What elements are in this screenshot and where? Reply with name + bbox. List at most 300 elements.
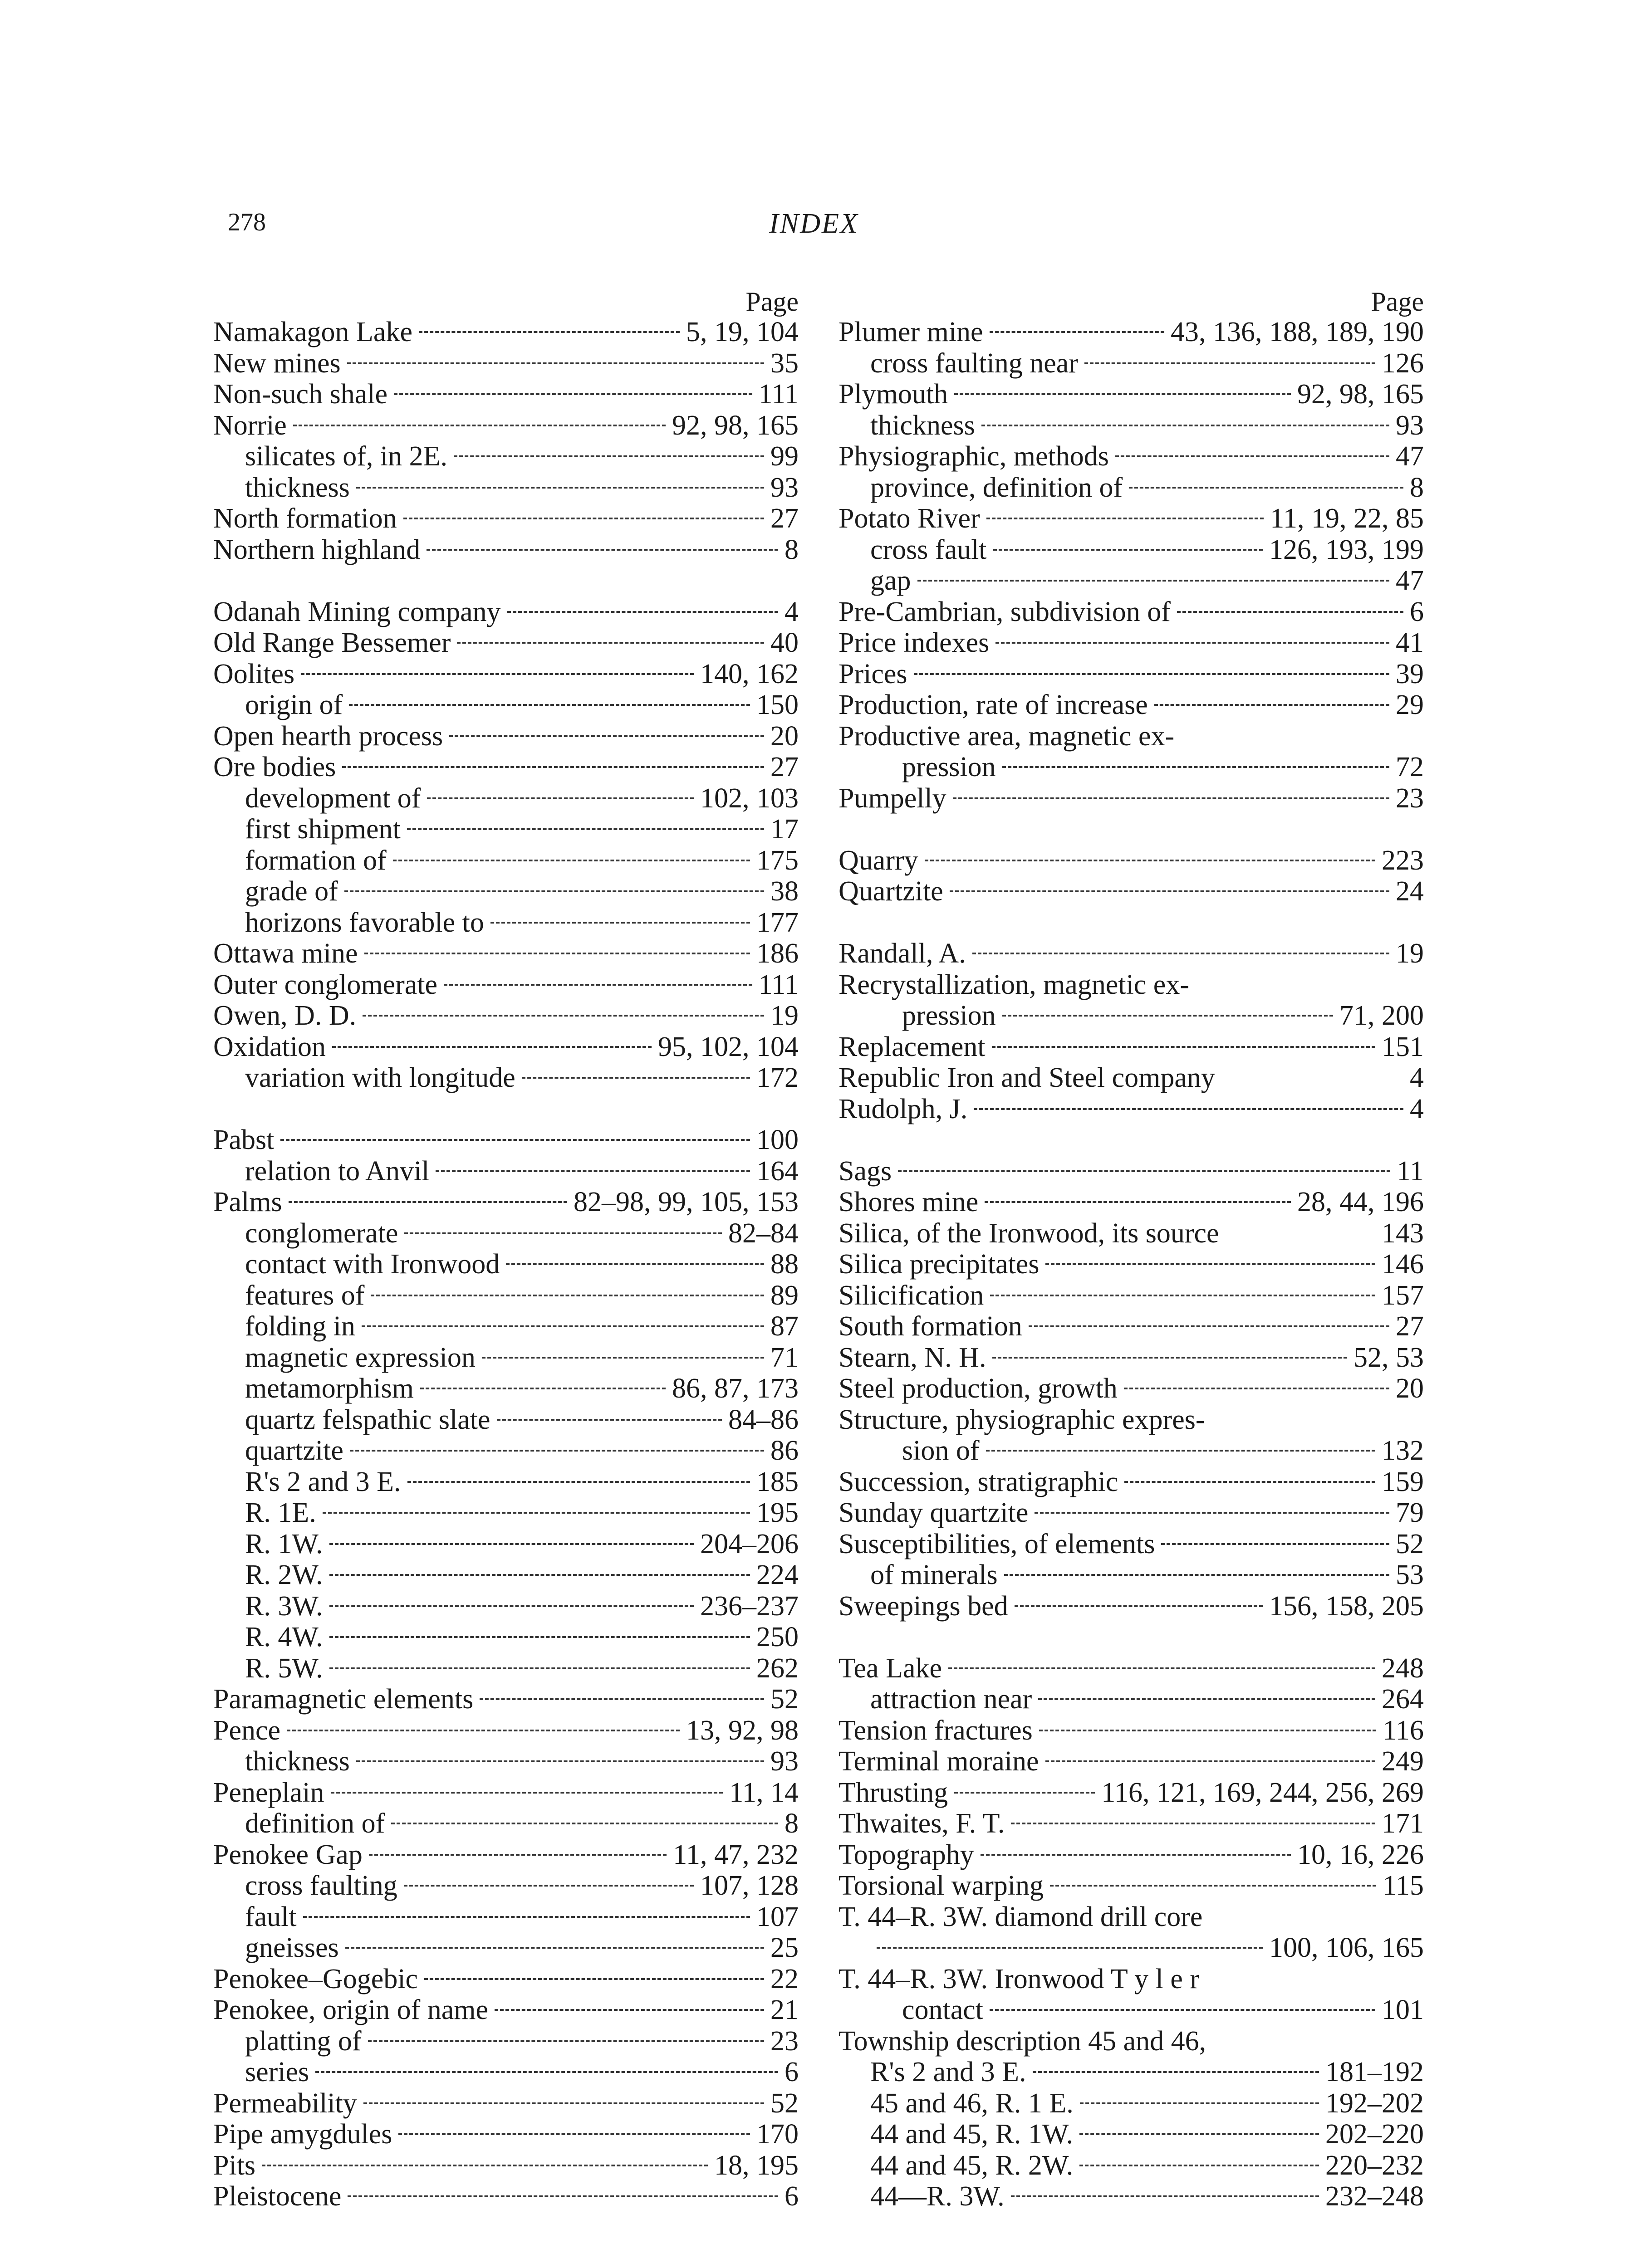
entry-pages: 23 — [770, 2025, 799, 2057]
index-subentry — [213, 441, 799, 472]
dot-leader — [507, 611, 778, 613]
index-entry — [839, 1466, 1424, 1498]
dot-leader — [323, 1512, 750, 1514]
index-subentry — [839, 1932, 1424, 1964]
entry-pages: 6 — [785, 2057, 799, 2087]
entry-term: Thrusting — [839, 1777, 948, 1808]
entry-pages: 264 — [1382, 1684, 1424, 1715]
dot-leader — [981, 425, 1389, 426]
entry-term: folding in — [245, 1311, 355, 1342]
index-subentry — [213, 1653, 799, 1684]
entry-pages: 88 — [770, 1249, 799, 1280]
entry-pages: 11, 14 — [729, 1777, 799, 1808]
entry-pages: 28, 44, 196 — [1297, 1187, 1424, 1217]
dot-leader — [449, 735, 764, 737]
entry-term: platting of — [245, 2025, 362, 2057]
entry-pages: 202–220 — [1325, 2119, 1424, 2150]
index-subentry — [839, 534, 1424, 566]
entry-pages: 232–248 — [1325, 2181, 1424, 2212]
dot-leader — [368, 2040, 764, 2042]
entry-term: Oxidation — [213, 1031, 326, 1062]
entry-pages: 27 — [770, 752, 799, 782]
entry-pages: 236–237 — [700, 1590, 799, 1622]
index-subentry — [839, 2150, 1424, 2181]
dot-leader — [363, 2102, 764, 2104]
entry-term: development of — [245, 782, 421, 814]
dot-leader — [1011, 1823, 1375, 1824]
entry-pages: 159 — [1382, 1466, 1424, 1497]
entry-pages: 5, 19, 104 — [686, 317, 799, 347]
entry-term: Productive area, magnetic ex- — [839, 720, 1175, 752]
dot-leader — [444, 984, 752, 986]
index-entry — [839, 317, 1424, 348]
index-entry — [839, 1311, 1424, 1342]
entry-pages: 181–192 — [1325, 2057, 1424, 2087]
entry-pages: 115 — [1383, 1870, 1424, 1901]
entry-pages: 82–98, 99, 105, 153 — [574, 1187, 799, 1217]
index-entry — [839, 627, 1424, 659]
entry-pages: 11 — [1397, 1155, 1424, 1187]
entry-term: metamorphism — [245, 1373, 414, 1404]
entry-term: quartz felspathic slate — [245, 1404, 490, 1435]
dot-leader — [262, 2165, 708, 2166]
entry-term: Quarry — [839, 845, 918, 876]
dot-leader — [393, 860, 750, 861]
index-subentry — [213, 1901, 799, 1933]
index-entry — [213, 503, 799, 534]
entry-pages: 111 — [758, 379, 799, 410]
dot-leader — [331, 1792, 723, 1794]
entry-pages: 116, 121, 169, 244, 256, 269 — [1101, 1777, 1424, 1808]
section-gap — [213, 1094, 799, 1125]
index-subentry — [839, 2057, 1424, 2088]
index-subentry — [213, 1280, 799, 1311]
dot-leader — [495, 2009, 764, 2011]
entry-term: grade of — [245, 876, 338, 907]
index-entry — [839, 1591, 1424, 1622]
entry-term: R. 1W. — [245, 1528, 323, 1559]
dot-leader — [329, 1667, 750, 1669]
dot-leader — [427, 549, 778, 551]
entry-pages: 111 — [758, 969, 799, 1000]
dot-leader — [1011, 2195, 1319, 2197]
index-entry — [213, 1684, 799, 1715]
entry-pages: 185 — [756, 1466, 799, 1497]
entry-pages: 92, 98, 165 — [1297, 379, 1424, 410]
index-entry — [213, 1000, 799, 1031]
dot-leader — [329, 1574, 750, 1576]
dot-leader — [362, 1325, 764, 1327]
index-entry — [213, 1777, 799, 1809]
dot-leader — [457, 642, 764, 644]
dot-leader — [329, 1605, 694, 1607]
entry-term: Sunday quartzite — [839, 1497, 1029, 1528]
index-entry — [213, 1124, 799, 1156]
entry-pages: 8 — [785, 1808, 799, 1839]
dot-leader — [427, 797, 694, 799]
dot-leader — [974, 1108, 1403, 1110]
index-entry — [839, 1808, 1424, 1839]
index-subentry — [839, 1994, 1424, 2026]
entry-pages: 157 — [1382, 1280, 1424, 1311]
entry-pages: 29 — [1396, 689, 1424, 720]
dot-leader — [350, 1450, 764, 1452]
index-subentry — [213, 1311, 799, 1342]
entry-term: Topography — [839, 1839, 974, 1870]
dot-leader — [1002, 766, 1389, 768]
entry-pages: 52 — [770, 2087, 799, 2119]
entry-term: cross faulting near — [870, 347, 1078, 379]
index-entry — [839, 969, 1424, 1001]
index-entry — [213, 721, 799, 752]
index-entry — [839, 1218, 1424, 1249]
dot-leader — [280, 1139, 750, 1141]
entry-pages: 20 — [1396, 1373, 1424, 1404]
entry-pages: 107, 128 — [700, 1870, 799, 1901]
index-entry — [839, 1249, 1424, 1280]
index-entry — [839, 938, 1424, 969]
entry-term: Potato River — [839, 503, 980, 534]
section-gap — [839, 907, 1424, 938]
index-entry — [213, 2119, 799, 2150]
dot-leader — [394, 393, 752, 395]
index-subentry — [213, 1342, 799, 1374]
index-subentry — [839, 2181, 1424, 2212]
section-gap — [839, 1622, 1424, 1653]
entry-term: Silica, of the Ironwood, its source — [839, 1217, 1219, 1249]
entry-pages: 41 — [1396, 627, 1424, 658]
entry-pages: 10, 16, 226 — [1297, 1839, 1424, 1870]
entry-term: Pleistocene — [213, 2181, 342, 2212]
entry-term: magnetic expression — [245, 1342, 476, 1373]
dot-leader — [419, 331, 680, 333]
entry-pages: 18, 195 — [714, 2150, 799, 2181]
index-entry — [839, 1964, 1424, 1995]
entry-term: Northern highland — [213, 534, 421, 565]
entry-term: Permeability — [213, 2087, 357, 2119]
entry-term: Price indexes — [839, 627, 990, 658]
dot-leader — [917, 580, 1389, 582]
entry-pages: 156, 158, 205 — [1269, 1590, 1424, 1622]
entry-term: Pumpelly — [839, 782, 946, 814]
entry-term: Non-such shale — [213, 379, 387, 410]
entry-term: thickness — [245, 472, 350, 503]
dot-leader — [1079, 2165, 1319, 2166]
dot-leader — [407, 828, 764, 830]
dot-leader — [992, 1046, 1375, 1048]
entry-pages: 8 — [1410, 472, 1424, 503]
entry-term: series — [245, 2057, 309, 2087]
entry-term: Recrystallization, magnetic ex- — [839, 969, 1189, 1000]
index-entry — [213, 938, 799, 969]
dot-leader — [1079, 2133, 1319, 2135]
index-entry — [839, 2026, 1424, 2057]
section-gap — [213, 565, 799, 596]
index-subentry — [213, 1591, 799, 1622]
dot-leader — [404, 1232, 722, 1234]
dot-leader — [925, 860, 1375, 861]
index-entry — [839, 845, 1424, 876]
dot-leader — [369, 1854, 667, 1856]
dot-leader — [1050, 1885, 1376, 1887]
entry-pages: 195 — [756, 1497, 799, 1528]
entry-term: Quartzite — [839, 876, 943, 907]
entry-term: definition of — [245, 1808, 385, 1839]
index-entry — [213, 752, 799, 783]
index-entry — [839, 1156, 1424, 1187]
entry-pages: 223 — [1382, 845, 1424, 876]
dot-leader — [1002, 1015, 1333, 1017]
dot-leader — [1045, 1760, 1375, 1762]
entry-pages: 52 — [770, 1684, 799, 1715]
index-subentry — [839, 2119, 1424, 2150]
index-entry — [213, 1031, 799, 1063]
dot-leader — [995, 642, 1389, 644]
entry-pages: 6 — [1410, 596, 1424, 627]
entry-term: contact — [902, 1994, 984, 2025]
index-subentry — [213, 1746, 799, 1777]
entry-term: Rudolph, J. — [839, 1093, 968, 1124]
entry-pages: 82–84 — [728, 1217, 799, 1249]
index-subentry — [839, 1684, 1424, 1715]
entry-pages: 177 — [756, 907, 799, 938]
entry-term: Randall, A. — [839, 938, 966, 969]
dot-leader — [1115, 455, 1389, 457]
dot-leader — [1045, 1263, 1375, 1265]
entry-term: Sweepings bed — [839, 1590, 1008, 1622]
entry-pages: 52, 53 — [1353, 1342, 1424, 1373]
dot-leader — [391, 1823, 778, 1824]
index-entry — [213, 379, 799, 410]
entry-term: Shores mine — [839, 1187, 979, 1217]
index-entry — [839, 659, 1424, 690]
index-subentry — [839, 2088, 1424, 2119]
dot-leader — [349, 704, 750, 706]
entry-term: Sags — [839, 1155, 892, 1187]
entry-term: 44—R. 3W. — [870, 2181, 1005, 2212]
dot-leader — [954, 1792, 1095, 1794]
dot-leader — [364, 953, 750, 954]
entry-pages: 19 — [1396, 938, 1424, 969]
index-entry — [839, 441, 1424, 472]
entry-pages: 17 — [770, 814, 799, 845]
entry-pages: 4 — [1410, 1093, 1424, 1124]
index-subentry — [213, 1466, 799, 1498]
page-number: 278 — [228, 208, 266, 236]
entry-pages: 35 — [770, 347, 799, 379]
dot-leader — [490, 922, 750, 924]
entry-term: fault — [245, 1901, 297, 1932]
entry-term: Paramagnetic elements — [213, 1684, 474, 1715]
dot-leader — [914, 673, 1389, 675]
entry-pages: 25 — [770, 1932, 799, 1963]
dot-leader — [315, 2071, 778, 2073]
dot-leader — [953, 797, 1389, 799]
dot-leader — [1154, 704, 1389, 706]
dot-leader — [398, 2133, 750, 2135]
entry-pages: 52 — [1396, 1528, 1424, 1559]
index-entry — [213, 1187, 799, 1218]
index-column-right — [839, 287, 1424, 2212]
entry-term: Penokee, origin of name — [213, 1994, 489, 2025]
index-entry — [839, 1746, 1424, 1777]
index-entry — [839, 1031, 1424, 1063]
entry-term: R. 4W. — [245, 1622, 323, 1652]
entry-term: thickness — [245, 1746, 350, 1777]
entry-pages: 40 — [770, 627, 799, 658]
index-subentry — [839, 348, 1424, 379]
entry-term: pression — [902, 752, 996, 782]
dot-leader — [877, 1947, 1263, 1949]
entry-pages: 99 — [770, 441, 799, 472]
dot-leader — [992, 1357, 1347, 1359]
entry-pages: 249 — [1382, 1746, 1424, 1777]
index-subentry — [839, 1000, 1424, 1031]
entry-pages: 224 — [756, 1559, 799, 1590]
entry-term: relation to Anvil — [245, 1155, 430, 1187]
page-column-label: Page — [1371, 287, 1424, 317]
entry-pages: 79 — [1396, 1497, 1424, 1528]
entry-pages: 101 — [1382, 1994, 1424, 2025]
index-entry — [213, 1839, 799, 1871]
dot-leader — [1084, 362, 1375, 364]
index-subentry — [213, 1622, 799, 1653]
entry-term: Pre-Cambrian, subdivision of — [839, 596, 1171, 627]
section-gap — [839, 1124, 1424, 1156]
entry-term: Prices — [839, 658, 907, 689]
dot-leader — [1015, 1605, 1263, 1607]
dot-leader — [1035, 1512, 1389, 1514]
entry-term: sion of — [902, 1435, 980, 1466]
index-entry — [839, 721, 1424, 752]
entry-pages: 164 — [756, 1155, 799, 1187]
index-subentry — [213, 689, 799, 721]
entry-pages: 43, 136, 188, 189, 190 — [1171, 317, 1424, 347]
entry-pages: 107 — [756, 1901, 799, 1932]
dot-leader — [287, 1730, 680, 1731]
entry-pages: 19 — [770, 1000, 799, 1031]
entry-pages: 172 — [756, 1062, 799, 1093]
entry-pages: 21 — [770, 1994, 799, 2025]
entry-pages: 143 — [1382, 1217, 1424, 1249]
entry-pages: 248 — [1382, 1652, 1424, 1684]
index-subentry — [213, 1249, 799, 1280]
entry-term: Open hearth process — [213, 720, 443, 752]
entry-pages: 86 — [770, 1435, 799, 1466]
entry-term: first shipment — [245, 814, 401, 845]
index-entry — [213, 534, 799, 566]
index-entry — [213, 1994, 799, 2026]
dot-leader — [1038, 1698, 1375, 1700]
entry-pages: 53 — [1396, 1559, 1424, 1590]
entry-pages: 140, 162 — [700, 658, 799, 689]
entry-term: attraction near — [870, 1684, 1032, 1715]
index-subentry — [839, 565, 1424, 596]
entry-pages: 220–232 — [1325, 2150, 1424, 2181]
dot-leader — [990, 1295, 1375, 1296]
dot-leader — [293, 425, 666, 426]
dot-leader — [436, 1170, 750, 1172]
dot-leader — [990, 331, 1164, 333]
entry-pages: 87 — [770, 1311, 799, 1342]
entry-term: South formation — [839, 1311, 1022, 1342]
entry-term: Thwaites, F. T. — [839, 1808, 1005, 1839]
dot-leader — [954, 393, 1291, 395]
dot-leader — [972, 953, 1389, 954]
index-entry — [213, 348, 799, 379]
index-entry — [839, 876, 1424, 907]
entry-pages: 47 — [1396, 441, 1424, 472]
entry-pages: 100, 106, 165 — [1269, 1932, 1424, 1963]
index-entry — [213, 596, 799, 628]
entry-term: Structure, physiographic expres- — [839, 1404, 1205, 1435]
entry-term: cross faulting — [245, 1870, 397, 1901]
entry-term: of minerals — [870, 1559, 998, 1590]
index-subentry — [213, 814, 799, 845]
dot-leader — [1124, 1481, 1375, 1483]
dot-leader — [363, 1015, 764, 1017]
dot-leader — [454, 455, 764, 457]
section-gap — [839, 814, 1424, 845]
dot-leader — [1161, 1543, 1389, 1545]
index-subentry — [213, 1932, 799, 1964]
entry-pages: 192–202 — [1325, 2087, 1424, 2119]
entry-term: Namakagon Lake — [213, 317, 412, 347]
dot-leader — [407, 1481, 750, 1483]
entry-term: features of — [245, 1280, 365, 1311]
entry-term: Penokee–Gogebic — [213, 1963, 418, 1994]
index-entry — [213, 410, 799, 441]
entry-pages: 170 — [756, 2119, 799, 2150]
dot-leader — [1080, 2102, 1319, 2104]
entry-pages: 151 — [1382, 1031, 1424, 1062]
index-subentry — [213, 1497, 799, 1529]
index-entry — [213, 1715, 799, 1746]
entry-pages: 13, 92, 98 — [686, 1715, 799, 1746]
entry-term: variation with longitude — [245, 1062, 515, 1093]
entry-term: Penokee Gap — [213, 1839, 363, 1870]
entry-pages: 11, 19, 22, 85 — [1270, 503, 1424, 534]
entry-pages: 71, 200 — [1339, 1000, 1424, 1031]
dot-leader — [1129, 487, 1403, 489]
index-subentry — [213, 1870, 799, 1901]
entry-pages: 126 — [1382, 347, 1424, 379]
entry-pages: 22 — [770, 1963, 799, 1994]
entry-term: Odanah Mining company — [213, 596, 501, 627]
dot-leader — [497, 1419, 722, 1421]
index-entry — [839, 379, 1424, 410]
dot-leader — [993, 549, 1263, 551]
dot-leader — [344, 890, 764, 892]
entry-term: cross fault — [870, 534, 987, 565]
dot-leader — [1004, 1574, 1389, 1576]
index-subentry — [213, 472, 799, 503]
entry-term: province, definition of — [870, 472, 1123, 503]
entry-term: R. 2W. — [245, 1559, 323, 1590]
entry-pages: 175 — [756, 845, 799, 876]
index-entry — [839, 689, 1424, 721]
entry-term: R. 5W. — [245, 1652, 323, 1684]
entry-term: origin of — [245, 689, 343, 720]
entry-term: Susceptibilities, of elements — [839, 1528, 1155, 1559]
entry-term: Ore bodies — [213, 752, 336, 782]
entry-pages: 6 — [785, 2181, 799, 2212]
entry-term: contact with Ironwood — [245, 1249, 500, 1280]
entry-term: R's 2 and 3 E. — [245, 1466, 401, 1497]
index-subentry — [213, 1156, 799, 1187]
index-entry — [839, 783, 1424, 814]
index-subentry — [213, 1404, 799, 1436]
